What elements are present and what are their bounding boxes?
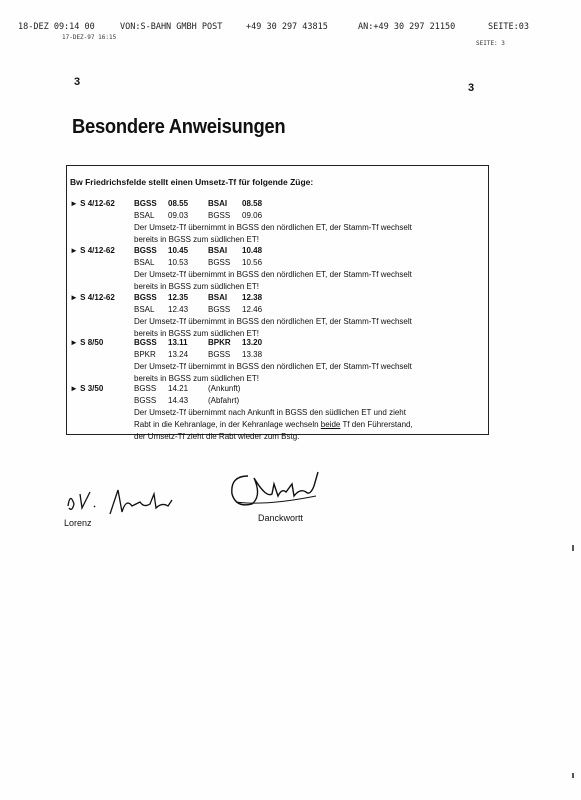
time: 13.24	[168, 350, 189, 359]
note-line: bereits in BGSS zum südlichen ET!	[134, 374, 259, 383]
note-line: bereits in BGSS zum südlichen ET!	[134, 235, 259, 244]
time: 08.58	[242, 199, 263, 208]
time-line	[134, 395, 480, 407]
signature-name-right: Danckwortt	[258, 513, 304, 523]
time: 10.48	[242, 246, 263, 255]
note-text: Tf den Führerstand,	[340, 420, 413, 429]
time: 14.21	[168, 384, 189, 393]
scan-mark	[572, 545, 574, 551]
fax-recipient: AN:+49 30 297 21150	[358, 22, 456, 32]
time: 12.35	[168, 293, 189, 302]
note-line: der Umsetz-Tf zieht die Rabt wieder zum Bstg.	[134, 432, 300, 441]
station: BPKR	[208, 338, 231, 347]
train-number: ► S 8/50	[70, 338, 104, 347]
time: 13.11	[168, 338, 188, 347]
time: 10.56	[242, 258, 263, 267]
time-line	[134, 245, 480, 257]
time: 13.20	[242, 338, 263, 347]
time: 08.55	[168, 199, 189, 208]
note-line: bereits in BGSS zum südlichen ET!	[134, 282, 259, 291]
time-label: (Abfahrt)	[208, 396, 240, 405]
station: BGSS	[208, 258, 231, 267]
train-number: ► S 3/50	[70, 384, 104, 393]
time: 12.46	[242, 305, 263, 314]
train-entry	[70, 292, 480, 340]
page-number-right: 3	[468, 82, 475, 94]
scan-mark	[572, 773, 574, 778]
note-line: Der Umsetz-Tf übernimmt nach Ankunft in BGSS den südlichen ET und zieht	[134, 408, 406, 417]
fax-sender: VON:S-BAHN GMBH POST	[120, 22, 223, 32]
signature-danckwortt	[226, 466, 326, 516]
fax-sub-stamp: 17-DEZ-97 16:15	[62, 34, 117, 41]
note-line: Der Umsetz-Tf übernimmt in BGSS den nördlichen ET, der Stamm-Tf wechselt	[134, 362, 412, 371]
time: 12.43	[168, 305, 189, 314]
note-line	[134, 419, 480, 431]
station: BGSS	[134, 199, 157, 208]
time-line	[134, 337, 480, 349]
train-entry	[70, 245, 480, 293]
station: BGSS	[134, 384, 157, 393]
train-number: ► S 4/12-62	[70, 199, 115, 208]
time-line	[134, 198, 480, 210]
page-title: Besondere Anweisungen	[72, 116, 286, 138]
time-line	[134, 383, 480, 395]
note-line: bereits in BGSS zum südlichen ET!	[134, 329, 259, 338]
station: BGSS	[134, 396, 157, 405]
station: BSAL	[134, 305, 155, 314]
note-underlined: beide	[320, 420, 341, 429]
station: BPKR	[134, 350, 156, 359]
station: BGSS	[208, 305, 231, 314]
page-number-left: 3	[74, 76, 81, 88]
time: 14.43	[168, 396, 189, 405]
station: BGSS	[208, 211, 231, 220]
time-line	[134, 257, 480, 269]
note-line: Der Umsetz-Tf übernimmt in BGSS den nördlichen ET, der Stamm-Tf wechselt	[134, 317, 412, 326]
station: BSAL	[134, 258, 155, 267]
station: BGSS	[134, 246, 157, 255]
time-line	[134, 292, 480, 304]
station: BGSS	[134, 338, 157, 347]
train-entry	[70, 383, 480, 443]
time: 10.45	[168, 246, 189, 255]
time-label: (Ankunft)	[208, 384, 241, 393]
note-line: Der Umsetz-Tf übernimmt in BGSS den nördlichen ET, der Stamm-Tf wechselt	[134, 270, 412, 279]
fax-page-stamp: SEITE: 3	[476, 40, 505, 47]
time-line	[134, 210, 480, 222]
station: BGSS	[208, 350, 231, 359]
station: BSAI	[208, 199, 228, 208]
train-entry	[70, 198, 480, 246]
time: 09.06	[242, 211, 263, 220]
time: 09.03	[168, 211, 189, 220]
signature-name-left: Lorenz	[64, 518, 92, 528]
time-line	[134, 304, 480, 316]
train-number: ► S 4/12-62	[70, 246, 115, 255]
station: BSAI	[208, 246, 228, 255]
train-entry	[70, 337, 480, 385]
station: BSAL	[134, 211, 155, 220]
fax-date-time: 18-DEZ 09:14 00	[18, 22, 95, 32]
time: 12.38	[242, 293, 263, 302]
box-intro: Bw Friedrichsfelde stellt einen Umsetz-Tf für folgende Züge:	[70, 177, 314, 187]
fax-sender-phone: +49 30 297 43815	[246, 22, 328, 32]
time: 10.53	[168, 258, 189, 267]
fax-page: SEITE:03	[488, 22, 529, 32]
time: 13.38	[242, 350, 263, 359]
station: BSAI	[208, 293, 228, 302]
train-number: ► S 4/12-62	[70, 293, 115, 302]
note-line: Der Umsetz-Tf übernimmt in BGSS den nördlichen ET, der Stamm-Tf wechselt	[134, 223, 412, 232]
time-line	[134, 349, 480, 361]
note-text: Rabt in die Kehranlage, in der Kehranlage wechseln	[134, 420, 321, 429]
station: BGSS	[134, 293, 157, 302]
